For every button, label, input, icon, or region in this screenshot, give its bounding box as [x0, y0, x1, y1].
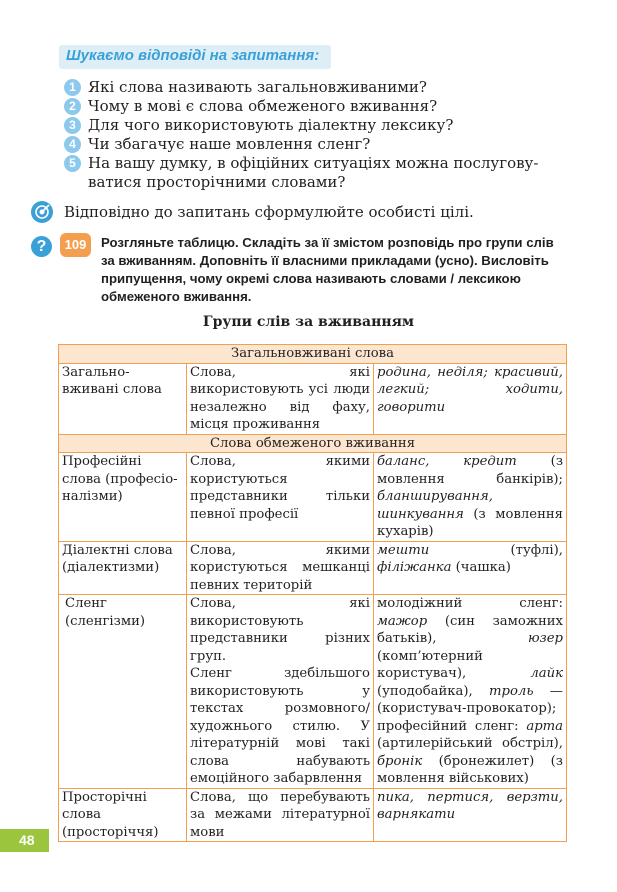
example-words: мажор — [377, 613, 428, 629]
number-badge-icon: 2 — [64, 98, 81, 115]
example-note: (син заможних батьків), — [377, 613, 563, 646]
question-mark-icon: ? — [31, 236, 52, 257]
table-title: Групи слів за вживанням — [202, 314, 415, 330]
example-words: юзер — [527, 631, 563, 646]
word-groups-table — [58, 344, 567, 842]
goal-text: Відповідно до запитань сформулюйте особисті цілі. — [64, 203, 474, 221]
group-description: Слова, якими користуються представники тільки певної професії — [187, 453, 374, 542]
example-note: (чашка) — [451, 560, 511, 575]
example-note: молодіжний сленг: — [377, 596, 563, 611]
example-words: філіжанка — [377, 560, 452, 575]
table-row — [59, 595, 567, 789]
section-header: Шукаємо відповіді на запитання: — [66, 47, 320, 64]
group-name: Просторічні слова (просторіччя) — [59, 788, 187, 842]
group-examples — [374, 453, 567, 542]
exercise-number: 109 — [60, 233, 91, 257]
group-name: Професійні слова (професіо-налізми) — [59, 453, 187, 542]
number-badge-icon: 3 — [64, 117, 81, 134]
example-words: баланс, кредит — [377, 454, 517, 469]
group-description — [187, 595, 374, 789]
question-text: Чи збагачує наше мовлення сленг? — [88, 135, 371, 153]
example-note: (комп’ютерний користувач), — [377, 648, 531, 681]
table-row — [59, 788, 567, 842]
group-examples: родина, неділя; красивий, легкий; ходити, говорити — [374, 363, 567, 434]
number-badge-icon: 4 — [64, 136, 81, 153]
example-words: бронік — [377, 753, 423, 769]
example-words: троль — [489, 683, 534, 699]
example-words: лайк — [530, 666, 563, 681]
question-text-continued: ватися просторічними словами? — [88, 173, 346, 191]
question-text: Чому в мові є слова обмеженого вживання? — [88, 97, 438, 115]
table-section-row — [59, 345, 567, 364]
question-text: Які слова називають загальновживаними? — [88, 78, 427, 96]
example-note: (артилерійський обстріл), — [377, 736, 563, 751]
number-badge-icon: 5 — [64, 155, 81, 172]
exercise-text: Розгляньте таблицю. Складіть за її змістом розповідь про групи слів за вживанням. Доповніть її власними прикладами (усно). Висловіть припущення, чому окремі слова називають словами / лексикою обмеженого вживання. — [101, 235, 554, 304]
section-heading: Загальновживані слова — [59, 345, 567, 364]
question-text: На вашу думку, в офіційних ситуаціях можна послугову- — [88, 154, 539, 172]
group-examples: пика, пертися, верзти, варнякати — [374, 788, 567, 842]
goal-target-icon — [31, 201, 53, 223]
description-part: Сленг здебільшого використовують у текстах розмовного/художнього стилю. У літературній мові такі слова набувають емоційного забарвлення — [190, 666, 370, 786]
example-words: мешти — [377, 542, 430, 558]
question-text: Для чого використовують діалектну лексику? — [88, 116, 454, 134]
example-words: арта — [526, 718, 563, 734]
group-description: Слова, які використовують усі люди незалежно від фаху, місця проживання — [187, 363, 374, 434]
group-examples — [374, 541, 567, 595]
section-heading: Слова обмеженого вживання — [59, 434, 567, 453]
example-note: — (користувач-провокатор); професійний сленг: — [377, 683, 563, 734]
example-note: (уподобайка), — [377, 683, 490, 699]
group-description: Слова, що перебувають за межами літературної мови — [187, 788, 374, 842]
table-row — [59, 363, 567, 434]
group-name: Загально-вживані слова — [59, 363, 187, 434]
example-note: (бронежилет) (з мовлення військових) — [377, 753, 563, 786]
group-examples — [374, 595, 567, 789]
table-section-row — [59, 434, 567, 453]
group-name: Сленг (сленгізми) — [59, 595, 187, 789]
example-words: бланширування, шинкування — [377, 489, 493, 522]
group-description: Слова, якими користуються мешканці певних територій — [187, 541, 374, 595]
table-row — [59, 541, 567, 595]
page-number: 48 — [19, 832, 35, 848]
description-part: Слова, які використовують представники різних груп. — [190, 596, 370, 664]
group-name: Діалектні слова (діалектизми) — [59, 541, 187, 595]
example-note: (туфлі), — [429, 542, 563, 558]
example-note: (з мовлення кухарів) — [377, 506, 563, 539]
example-note: (з мовлення банкірів); — [377, 454, 564, 487]
table-row — [59, 453, 567, 542]
number-badge-icon: 1 — [64, 79, 81, 96]
